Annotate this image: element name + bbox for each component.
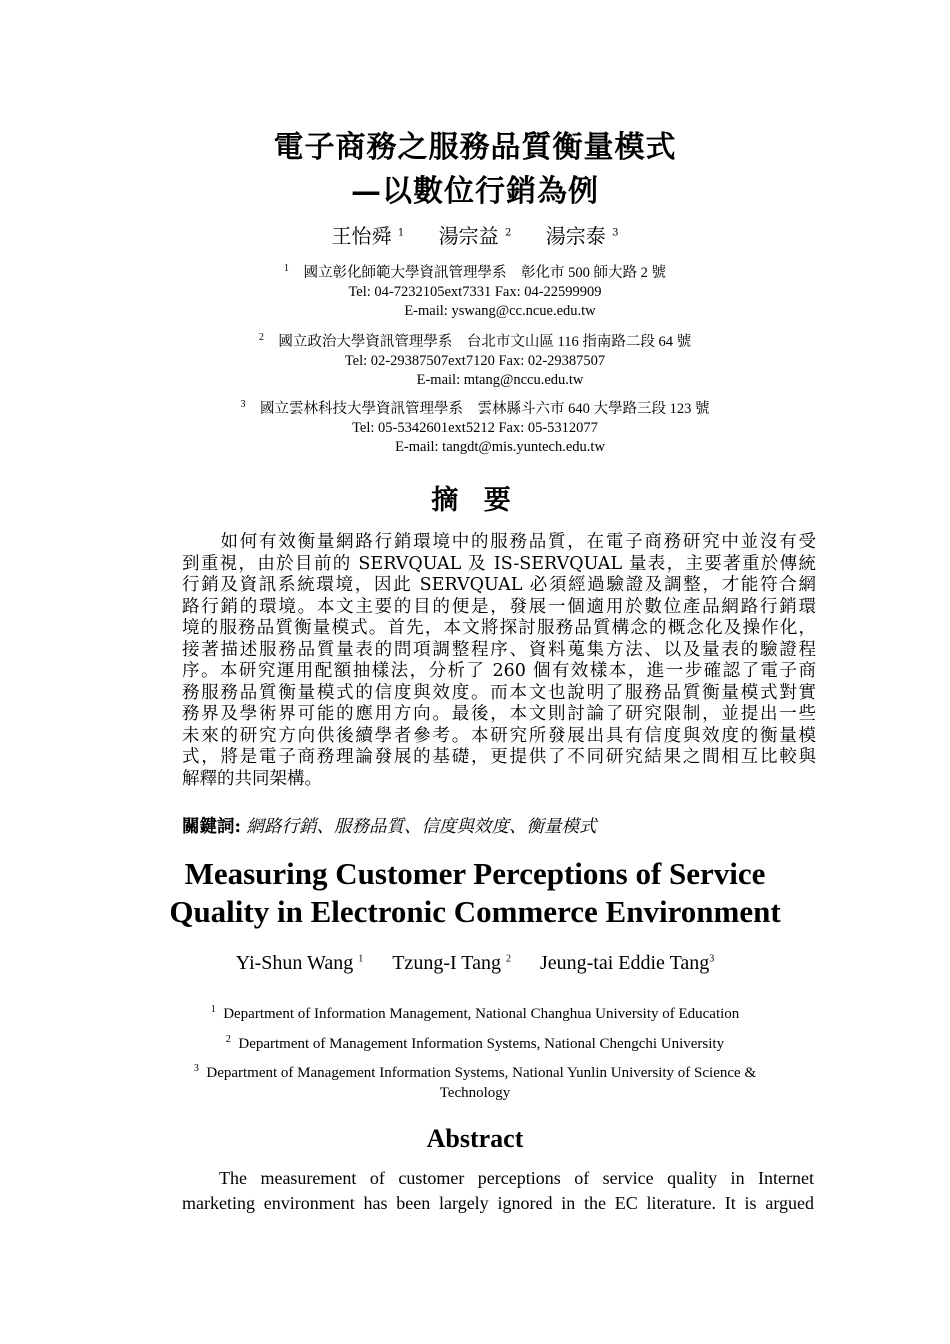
- english-title-line-2: Quality in Electronic Commerce Environment: [169, 894, 781, 929]
- author-en-1: Yi-Shun Wang $^1$: [235, 952, 364, 974]
- abstract-zh-line: 解釋的共同架構。: [182, 768, 322, 789]
- affiliation-en-1: $^1$ Department of Information Management, National Changhua University of Education: [210, 1004, 740, 1022]
- abstract-zh-line: 式，將是電子商務理論發展的基礎，更提供了不同研究結果之間相互比較與: [182, 747, 816, 767]
- affiliation-en-3: $^3$ Department of Management Information Systems, National Yunlin University of Science & Technology: [193, 1063, 757, 1101]
- abstract-zh: [182, 532, 816, 790]
- chinese-authors: [0, 220, 950, 249]
- chinese-title-line-1: 電子商務之服務品質衡量模式: [273, 130, 677, 165]
- abstract-en-line: marketing environment has been largely ignored in the EC literature. It is argued: [182, 1193, 814, 1213]
- english-authors: [0, 952, 950, 975]
- abstract-zh-line: 未來的研究方向供後續學者參考。本研究所發展出具有信度與效度的衡量模: [182, 725, 816, 746]
- abstract-zh-line: 到重視，由於目前的 SERVQUAL 及 IS-SERVQUAL 量表，主要著重於傳統: [182, 553, 816, 574]
- abstract-en: [182, 1166, 814, 1216]
- author-zh-1: 王怡舜 $^1$: [331, 224, 405, 248]
- abstract-zh-line: 路行銷的環境。本文主要的目的便是，發展一個適用於數位產品網路行銷環: [182, 596, 816, 617]
- abstract-heading-zh: 摘 要: [431, 485, 519, 516]
- affiliation-zh-2: $^2$ 國立政治大學資訊管理學系 台北市文山區 116 指南路二段 64 號 Tel: 02-29387507ext7120 Fax: 02-29387507 E-mail: mtang@nccu.edu.tw: [258, 332, 692, 388]
- abstract-zh-line: 序。本研究運用配額抽樣法，分析了 260 個有效樣本，進一步確認了電子商: [182, 661, 816, 681]
- author-en-2: Tzung-I Tang $^2$: [392, 952, 511, 974]
- affiliation-zh-1: $^1$ 國立彰化師範大學資訊管理學系 彰化市 500 師大路 2 號 Tel: 04-7232105ext7331 Fax: 04-22599909 E-mail: yswang@cc.ncue.edu.tw: [284, 263, 666, 319]
- english-title: [0, 855, 950, 931]
- author-zh-2: 湯宗益 $^2$: [438, 224, 512, 248]
- chinese-title-line-2: —以數位行銷為例: [351, 174, 599, 209]
- abstract-en-line: The measurement of customer perceptions of service quality in Internet: [219, 1168, 814, 1188]
- affiliation-zh-3: $^3$ 國立雲林科技大學資訊管理學系 雲林縣斗六市 640 大學路三段 123 號 Tel: 05-5342601ext5212 Fax: 05-5312077 E-mail: tangdt@mis.yuntech.edu.tw: [240, 399, 710, 455]
- abstract-zh-line: 務服務品質衡量模式的信度與效度。而本文也說明了服務品質衡量模式對實: [182, 682, 816, 703]
- keywords: [182, 813, 597, 838]
- author-en-3: Jeung-tai Eddie Tang$^3$: [539, 952, 715, 974]
- abstract-zh-line: 務界及學術界可能的應用方向。最後，本文則討論了研究限制，並提出一些: [182, 704, 816, 724]
- keywords-list: 網路行銷、服務品質、信度與效度、衡量模式: [246, 817, 597, 837]
- affiliation-en-2: $^2$ Department of Management Information Systems, National Chengchi University: [225, 1034, 725, 1052]
- english-title-line-1: Measuring Customer Perceptions of Service: [184, 856, 766, 891]
- abstract-zh-line: 如何有效衡量網路行銷環境中的服務品質，在電子商務研究中並沒有受: [182, 532, 816, 552]
- abstract-zh-line: 境的服務品質衡量模式。首先，本文將探討服務品質構念的概念化及操作化，: [182, 618, 816, 638]
- abstract-zh-line: 行銷及資訊系統環境，因此 SERVQUAL 必須經過驗證及調整，才能符合網: [182, 575, 816, 595]
- author-zh-3: 湯宗泰 $^3$: [545, 224, 619, 248]
- abstract-zh-line: 接著描述服務品質量表的問項調整程序、資料蒐集方法、以及量表的驗證程: [182, 639, 816, 660]
- keywords-label: 關鍵詞:: [182, 817, 241, 837]
- abstract-heading-en: Abstract: [426, 1124, 524, 1153]
